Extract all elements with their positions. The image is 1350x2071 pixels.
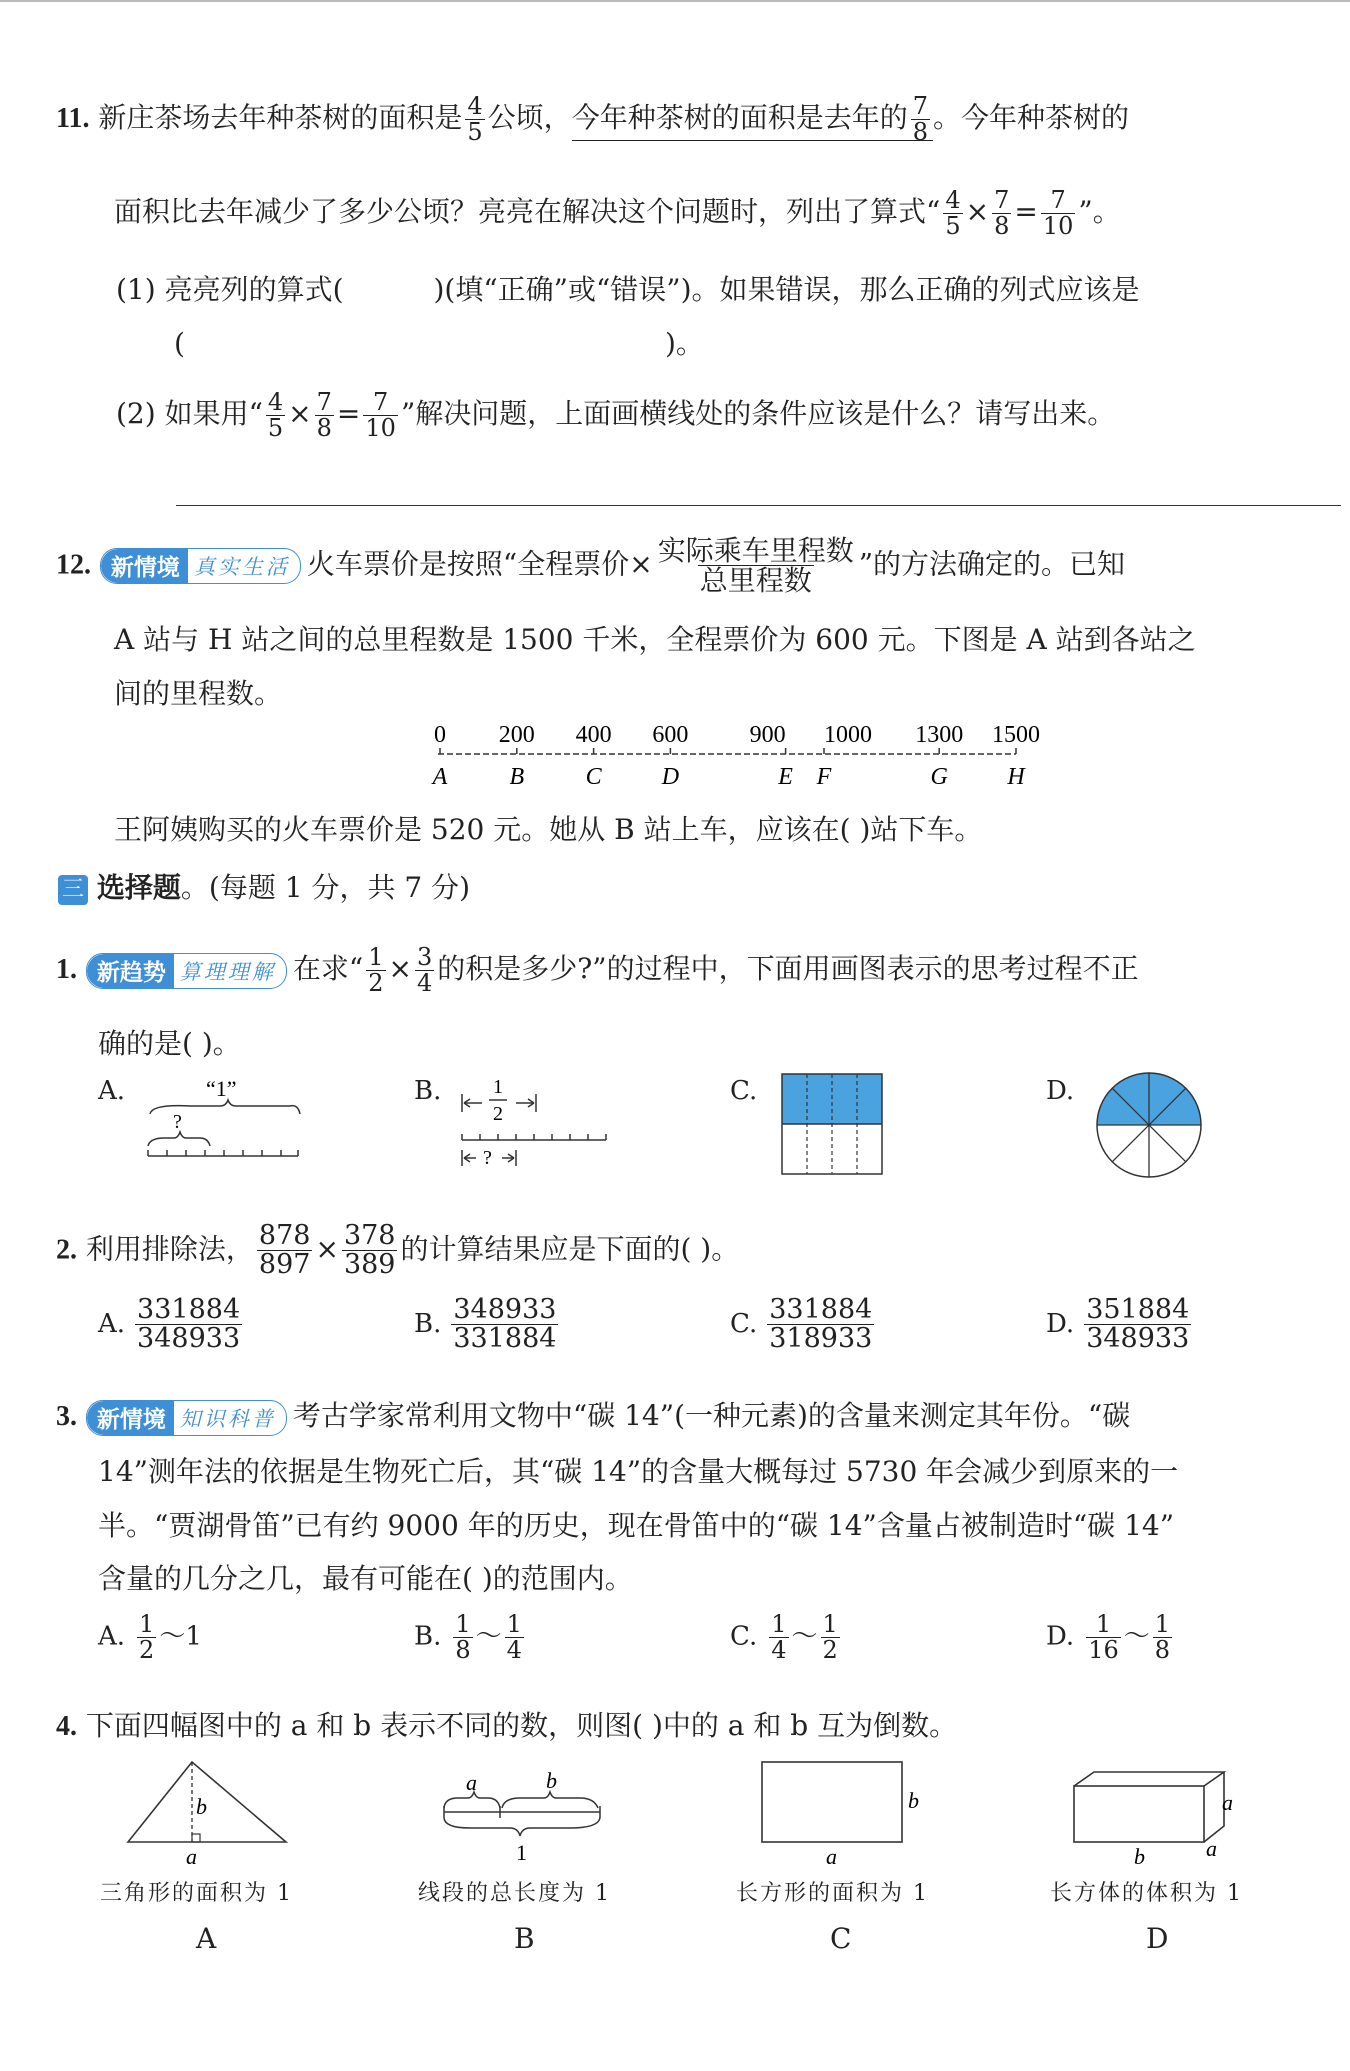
c3-option-a[interactable]: A. $\frac{1}{2}$ ～1 [98, 1610, 202, 1665]
c4-caption-d: 长方体的体积为 1 [1050, 1881, 1243, 1906]
q11-text: 新庄茶场去年种茶树的面积是 [98, 101, 463, 135]
fraction: $\frac{4}{5}$ [945, 186, 961, 241]
context-tag: 新情境 知识科普 [86, 1400, 287, 1436]
fraction: $\frac{331884}{348933}$ [137, 1294, 241, 1355]
c3-option-d[interactable]: D. $\frac{1}{16}$ ～ $\frac{1}{8}$ [1046, 1610, 1171, 1665]
c4-a-var-a: a [186, 1844, 197, 1868]
number-line-distance-label: 1000 [824, 722, 872, 748]
c1-b-half-den: 2 [493, 1103, 503, 1125]
number-line-distance-label: 600 [652, 722, 689, 748]
fraction: $\frac{3}{4}$ [416, 943, 433, 998]
fraction: $\frac{1}{8}$ [455, 1610, 471, 1665]
c4-c-var-a: a [826, 1844, 837, 1868]
fraction: $\frac{7}{8}$ [912, 92, 928, 147]
c2-option-d[interactable]: D. $\frac{351884}{348933}$ [1046, 1294, 1190, 1355]
c1-line2: 确的是( )。 [98, 1027, 241, 1060]
c2-option-b[interactable]: B. $\frac{348933}{331884}$ [414, 1294, 557, 1355]
fraction: $\frac{\text{实际乘车里程数}}{\text{总里程数}}$ [657, 534, 854, 598]
number-line-station-label: B [509, 764, 525, 790]
mileage-number-line [420, 712, 1040, 802]
c1-option-a-label[interactable]: A. [98, 1076, 126, 1106]
fraction: $\frac{4}{5}$ [467, 92, 483, 147]
number-line-station-label: F [816, 764, 832, 790]
c4-letter-a[interactable]: A [196, 1922, 217, 1955]
q11-underlined-condition: 今年种茶树的面积是去年的 $\frac{7}{8}$ [572, 101, 933, 141]
c1-number: 1. [56, 954, 77, 986]
c1-line1: 1. 新趋势 算理理解 在求“ $\frac{1}{2}$ × $\frac{3}{4}$ 的积是多少?”的过程中，下面用画图表示的思考过程不正 [56, 943, 1139, 998]
fraction: $\frac{4}{5}$ [267, 388, 284, 443]
c1-option-d-diagram[interactable] [1094, 1070, 1204, 1180]
c4-number: 4. [56, 1711, 77, 1742]
q11-sub1-cont: ( )。 [174, 327, 704, 360]
fraction: $\frac{7}{10}$ [365, 388, 396, 443]
q11-text: 公顷， [487, 101, 572, 135]
fraction: $\frac{878}{897}$ [258, 1220, 311, 1281]
fraction: $\frac{331884}{318933}$ [769, 1294, 873, 1355]
c3-line3: 半。“贾湖骨笛”已有约 9000 年的历史，现在骨笛中的“碳 14”含量占被制造时“碳 14” [98, 1509, 1175, 1542]
c3-line2: 14”测年法的依据是生物死亡后，其“碳 14”的含量大概每过 5730 年会减少到原来的一 [98, 1455, 1179, 1488]
number-line-station-label: H [1007, 764, 1025, 790]
q12-line4: 王阿姨购买的火车票价是 520 元。她从 B 站上车，应该在( )站下车。 [114, 813, 983, 846]
q11-answer-line[interactable] [176, 505, 1341, 506]
c4-caption-c: 长方形的面积为 1 [736, 1881, 929, 1906]
c1-a-one-label: “1” [206, 1076, 237, 1101]
c3-number: 3. [56, 1401, 77, 1432]
fraction: $\frac{1}{2}$ [139, 1610, 155, 1665]
q11-sub2: (2) 如果用“ $\frac{4}{5}$ × $\frac{7}{8}$ = $\frac{7}{10}$ ”解决问题，上面画横线处的条件应该是什么？请写出来。 [116, 388, 1116, 443]
c3-line1: 3. 新情境 知识科普 考古学家常利用文物中“碳 14”(一种元素)的含量来测定其年份。“碳 [56, 1394, 1130, 1436]
c4-fig-a-triangle[interactable] [120, 1756, 290, 1868]
fraction: $\frac{1}{8}$ [1154, 1610, 1171, 1665]
c4-fig-c-rectangle[interactable] [756, 1756, 926, 1868]
c2-number: 2. [56, 1234, 77, 1266]
top-rule [0, 0, 1350, 2]
c4-fig-b-segment[interactable] [440, 1770, 610, 1870]
c4-c-var-b: b [908, 1788, 919, 1813]
c1-b-question: ? [483, 1147, 492, 1169]
number-line-station-label: D [661, 764, 680, 790]
section-note: 。(每题 1 分，共 7 分) [180, 871, 471, 904]
c4-d-var-a-top: a [1222, 1790, 1233, 1815]
c4-b-one: 1 [516, 1840, 527, 1865]
number-line-station-label: G [930, 764, 948, 790]
q11-sub1: (1) 亮亮列的算式( )(填“正确”或“错误”)。如果错误，那么正确的列式应该是 [116, 273, 1140, 306]
c3-line4: 含量的几分之几，最有可能在( )的范围内。 [98, 1562, 633, 1595]
q11-line2: 面积比去年减少了多少公顷？亮亮在解决这个问题时，列出了算式“ $\frac{4}{5}$ × $\frac{7}{8}$ = $\frac{7}{10}$ ”。 [114, 186, 1121, 241]
fraction: $\frac{348933}{331884}$ [453, 1294, 557, 1355]
context-tag: 新情境 真实生活 [100, 548, 301, 584]
c4-letter-b[interactable]: B [514, 1922, 535, 1955]
c4-letter-c[interactable]: C [830, 1922, 852, 1955]
section-title: 选择题 [96, 871, 181, 904]
c4-a-var-b: b [196, 1794, 207, 1819]
c4-fig-d-cuboid[interactable] [1066, 1764, 1246, 1868]
fraction: $\frac{7}{8}$ [316, 388, 332, 443]
q11-number: 11. [56, 103, 90, 135]
c2-option-c[interactable]: C. $\frac{331884}{318933}$ [730, 1294, 873, 1355]
number-line-station-label: A [432, 764, 448, 790]
c4-caption-a: 三角形的面积为 1 [100, 1881, 293, 1906]
fraction: $\frac{351884}{348933}$ [1086, 1294, 1190, 1355]
fraction: $\frac{1}{4}$ [506, 1610, 522, 1665]
c1-b-half-num: 1 [493, 1076, 503, 1098]
number-line-station-label: C [585, 764, 602, 790]
section-number-icon: 三 [58, 875, 88, 905]
q12-line2: A 站与 H 站之间的总里程数是 1500 千米，全程票价为 600 元。下图是 A 站到各站之 [114, 623, 1196, 656]
c2-line1: 2. 利用排除法， $\frac{878}{897}$ × $\frac{378}{389}$ 的计算结果应是下面的( )。 [56, 1220, 740, 1281]
c1-option-b-label[interactable]: B. [414, 1076, 442, 1106]
trend-tag: 新趋势 算理理解 [86, 953, 287, 989]
c1-option-c-diagram[interactable] [780, 1072, 886, 1178]
section3-heading [58, 866, 470, 906]
fraction: $\frac{1}{16}$ [1088, 1610, 1119, 1665]
number-line-distance-label: 1500 [992, 722, 1040, 748]
q12-line3: 间的里程数。 [114, 677, 283, 710]
fraction: $\frac{7}{10}$ [1042, 186, 1074, 241]
c4-d-var-a-side: a [1206, 1836, 1217, 1861]
fraction: $\frac{7}{8}$ [994, 186, 1010, 241]
fraction: $\frac{378}{389}$ [343, 1220, 396, 1281]
number-line-distance-label: 0 [434, 722, 446, 748]
c1-a-question: ? [173, 1111, 182, 1133]
c2-option-a[interactable]: A. $\frac{331884}{348933}$ [98, 1294, 241, 1355]
c1-option-d-label[interactable]: D. [1046, 1076, 1075, 1106]
c4-caption-b: 线段的总长度为 1 [418, 1881, 611, 1906]
fraction: $\frac{1}{2}$ [368, 943, 384, 998]
c1-option-c-label[interactable]: C. [730, 1076, 758, 1106]
c1-option-a-diagram[interactable] [140, 1072, 310, 1172]
c4-b-var-a: a [466, 1770, 477, 1795]
number-line-station-label: E [778, 764, 793, 790]
number-line-distance-label: 900 [749, 722, 786, 748]
q11-line1 [56, 94, 1129, 145]
number-line-distance-label: 200 [498, 722, 535, 748]
q12-number: 12. [56, 549, 91, 581]
c4-d-var-b: b [1134, 1844, 1145, 1868]
number-line-distance-label: 1300 [915, 722, 964, 748]
c4-letter-d[interactable]: D [1146, 1922, 1169, 1955]
c3-option-c[interactable]: C. $\frac{1}{4}$ ～ $\frac{1}{2}$ [730, 1610, 838, 1665]
c4-b-var-b: b [546, 1770, 557, 1793]
c3-option-b[interactable]: B. $\frac{1}{8}$ ～ $\frac{1}{4}$ [414, 1610, 522, 1665]
c4-line1: 4. 下面四幅图中的 a 和 b 表示不同的数，则图( )中的 a 和 b 互为倒数。 [56, 1709, 958, 1742]
fraction: $\frac{1}{4}$ [771, 1610, 787, 1665]
q11-text: 。今年种茶树的 [932, 101, 1129, 135]
number-line-distance-label: 400 [575, 722, 612, 748]
c1-option-b-diagram[interactable] [456, 1068, 616, 1178]
q11-text: 面积比去年减少了多少公顷？亮亮在解决这个问题时，列出了算式“ [114, 195, 941, 229]
q12-line1: 12. 新情境 真实生活 火车票价是按照“全程票价× $\frac{\text{实际乘车里程数}}{\text{总里程数}}$ ”的方法确定的。已知 [56, 534, 1126, 598]
fraction: $\frac{1}{2}$ [822, 1610, 838, 1665]
